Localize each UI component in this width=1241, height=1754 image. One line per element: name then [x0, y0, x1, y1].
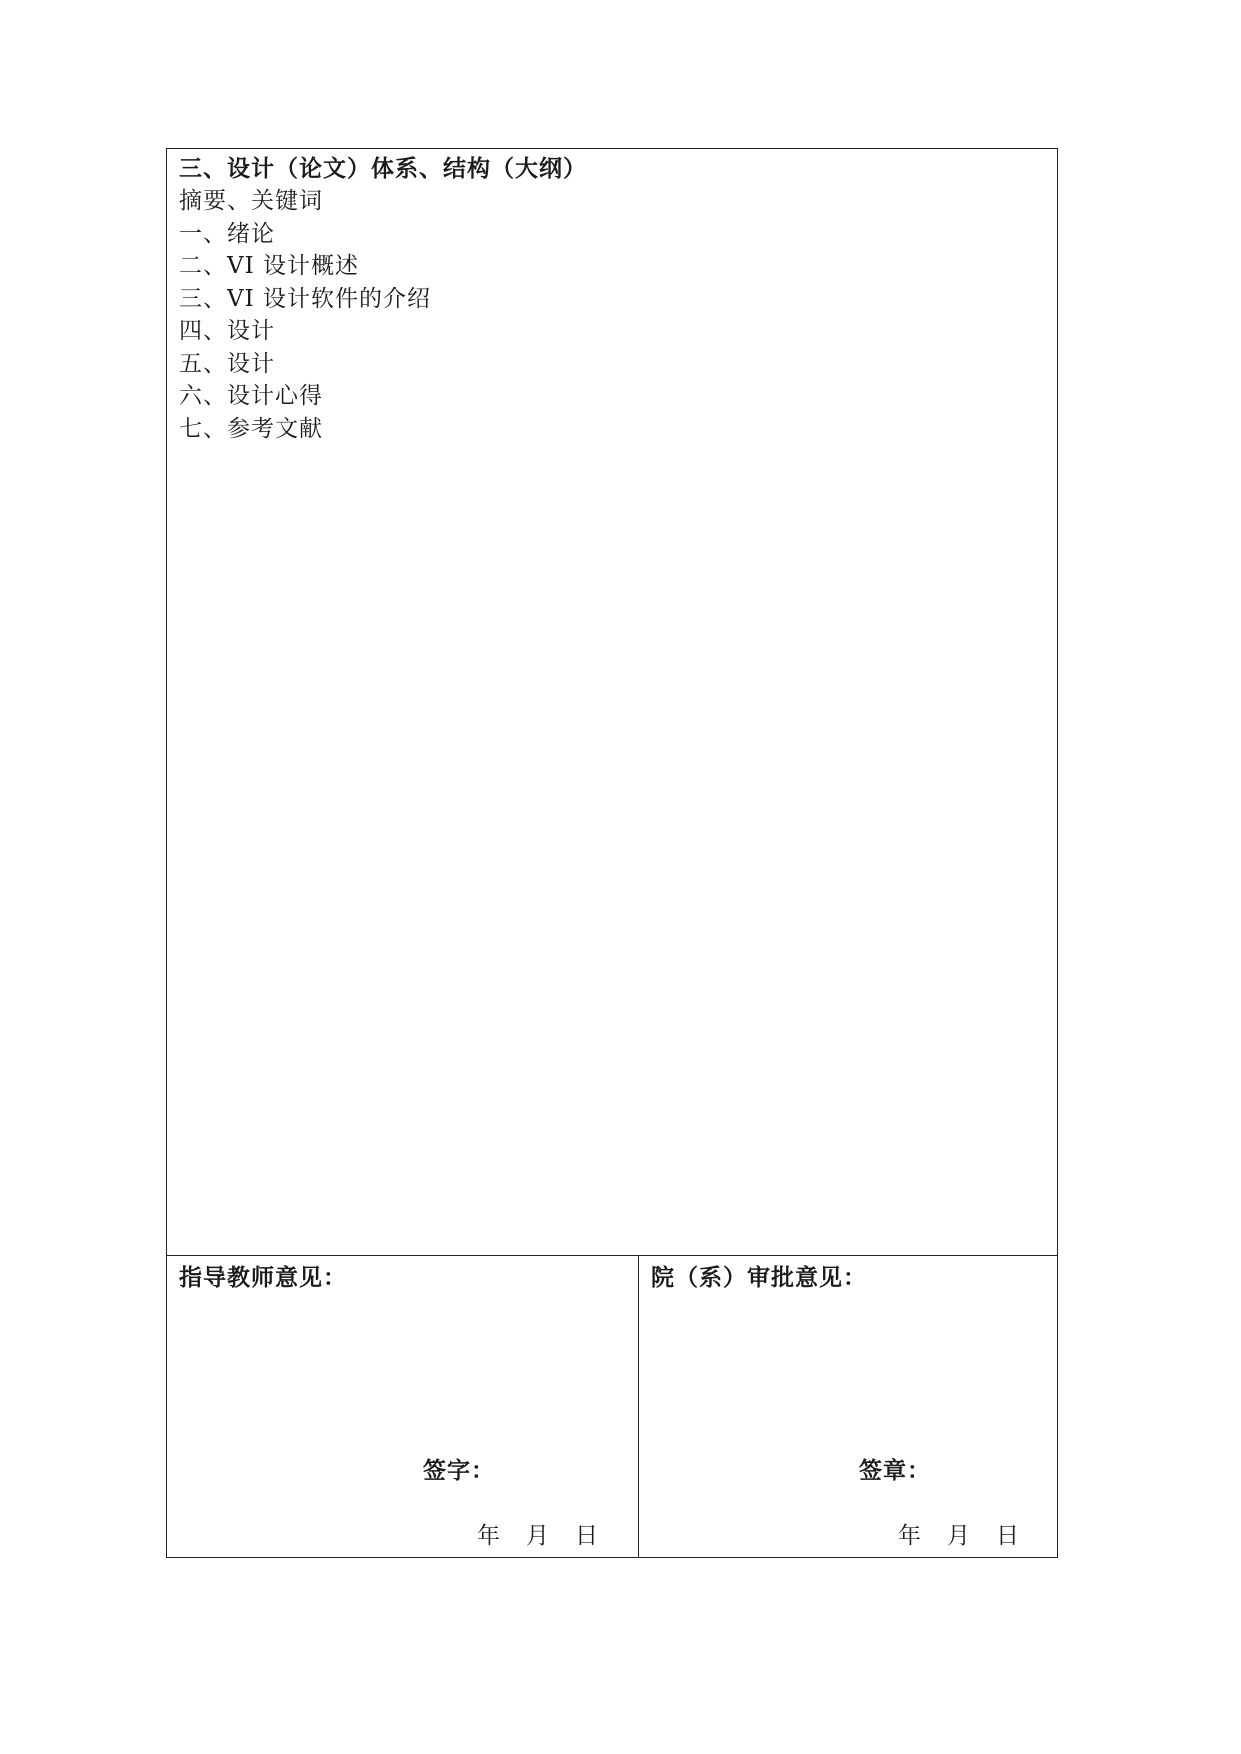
outline-item-reflections: 六、设计心得 [179, 383, 323, 409]
department-date-day: 日 [996, 1523, 1019, 1549]
outline-section [167, 149, 1057, 1256]
outline-item-vi-overview: 二、VI 设计概述 [179, 253, 360, 279]
outline-item-introduction: 一、绪论 [179, 220, 275, 247]
advisor-date [477, 1517, 598, 1550]
outline-item-abstract: 摘要、关键词 [179, 188, 323, 214]
department-approval-heading: 院（系）审批意见： [651, 1264, 867, 1291]
advisor-opinion-cell[interactable] [167, 1256, 639, 1557]
form-table [166, 148, 1058, 1558]
advisor-opinion-heading: 指导教师意见： [179, 1264, 347, 1291]
department-seal-label: 签章： [859, 1457, 931, 1484]
advisor-date-year: 年 [477, 1523, 500, 1549]
advisor-date-day: 日 [575, 1523, 598, 1549]
outline-item-vi-software: 三、VI 设计软件的介绍 [179, 285, 432, 312]
advisor-signature-label: 签字： [423, 1457, 495, 1484]
outline-list [179, 185, 1045, 445]
outline-title: 三、设计（论文）体系、结构（大纲） [179, 155, 587, 182]
outline-item-references: 七、参考文献 [179, 415, 323, 442]
department-date-month: 月 [947, 1523, 970, 1549]
department-date-year: 年 [898, 1523, 921, 1549]
outline-item-design-4: 四、设计 [179, 318, 275, 344]
department-approval-cell[interactable] [639, 1256, 1057, 1557]
department-date [898, 1517, 1019, 1550]
advisor-date-month: 月 [526, 1523, 549, 1549]
outline-item-design-5: 五、设计 [179, 350, 275, 377]
